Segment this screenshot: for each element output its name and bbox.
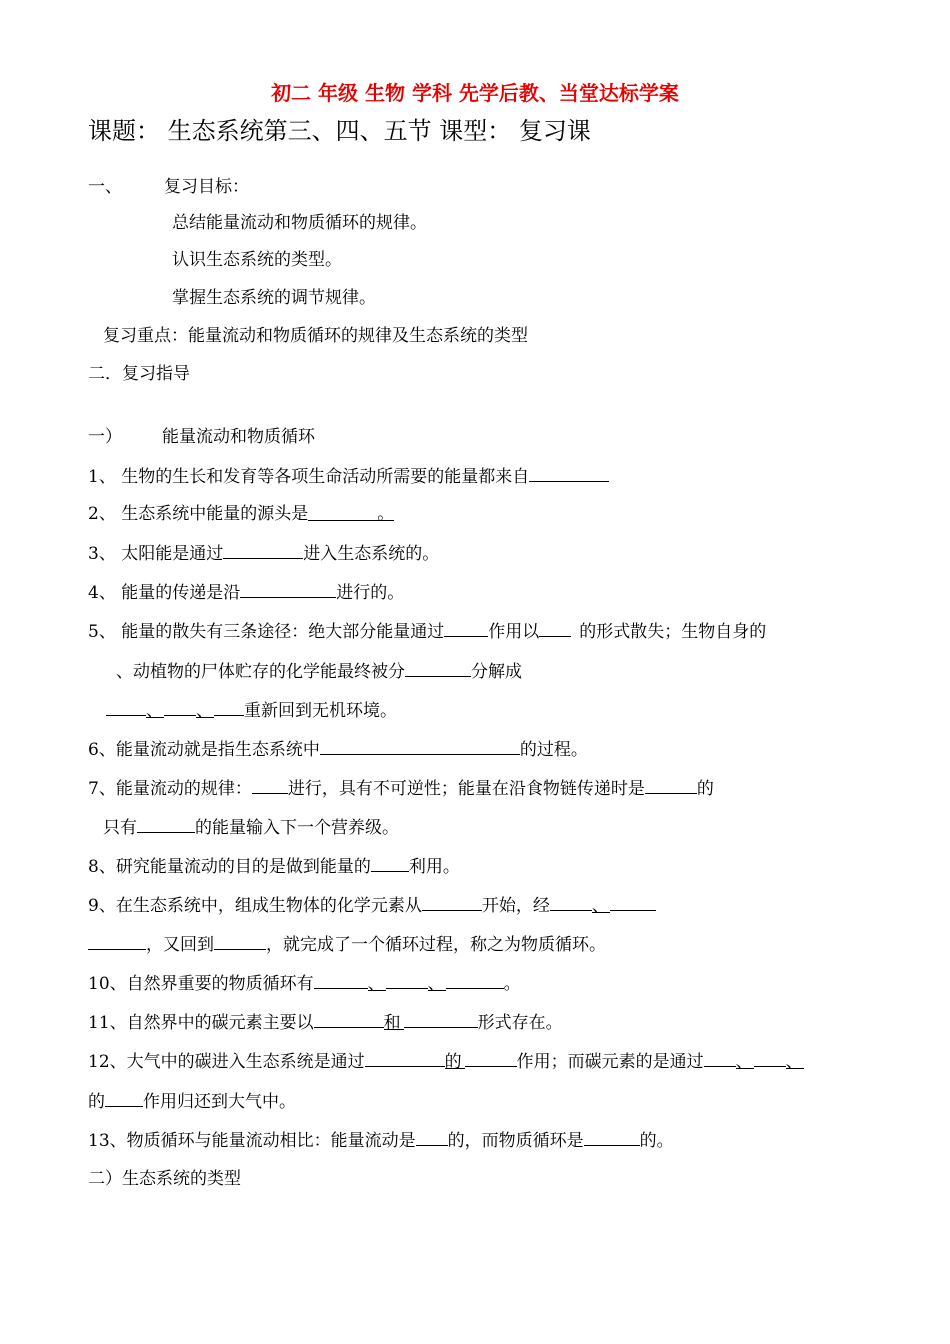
blank[interactable] (308, 503, 395, 524)
q6-end: 的过程。 (519, 740, 588, 760)
question-11 (88, 1010, 563, 1034)
blank[interactable] (146, 700, 164, 721)
q12-end: 作用归还到大气中。 (143, 1092, 296, 1112)
q1-text: 1、 生物的生长和发育等各项生命活动所需要的能量都来自 (88, 467, 530, 487)
blank[interactable] (320, 737, 520, 755)
blank[interactable] (137, 815, 195, 833)
q6-text: 6、能量流动就是指生态系统中 (88, 740, 320, 760)
blank[interactable] (223, 541, 303, 559)
blank[interactable] (785, 1051, 804, 1072)
blank[interactable] (416, 1128, 448, 1146)
q12-mid2: 作用；而碳元素的是通过 (516, 1052, 704, 1072)
separator: 、 (367, 974, 385, 994)
blank[interactable] (371, 854, 409, 872)
goal-3: 掌握生态系统的调节规律。 (172, 288, 376, 308)
blank[interactable] (584, 1128, 640, 1146)
q5-mid3: 分解成 (471, 662, 522, 682)
blank[interactable] (550, 893, 592, 911)
question-2 (88, 503, 394, 525)
part2-title: 二）生态系统的类型 (88, 1169, 241, 1189)
q11-mid: 和 (383, 1013, 401, 1033)
separator: 、 (735, 1052, 753, 1072)
q13-end: 的。 (639, 1131, 674, 1151)
question-7-cont (103, 815, 399, 839)
question-6 (88, 737, 588, 761)
question-7 (88, 776, 714, 800)
blank[interactable] (214, 932, 266, 950)
blank[interactable] (444, 619, 488, 637)
q8-text: 8、研究能量流动的目的是做到能量的 (88, 857, 371, 877)
blank[interactable] (314, 971, 368, 989)
q10-end: 。 (503, 974, 521, 994)
part1-num: 一） (88, 427, 122, 447)
separator: 、 (146, 701, 163, 721)
q13-mid: 的，而物质循环是 (447, 1131, 584, 1151)
question-10 (88, 971, 521, 995)
blank[interactable] (105, 1089, 143, 1107)
blank[interactable] (314, 1010, 384, 1028)
blank[interactable] (196, 700, 214, 721)
part1-heading (88, 426, 315, 448)
blank[interactable] (383, 1012, 404, 1033)
q5-mid2: 的形式散失；生物自身的 (579, 622, 767, 642)
blank[interactable] (386, 971, 428, 989)
q12-mid: 的 (444, 1052, 462, 1072)
section1-num: 一、 (88, 177, 122, 197)
separator: 、 (591, 896, 609, 916)
question-12 (88, 1049, 804, 1073)
question-9-cont (88, 932, 606, 956)
blank[interactable] (365, 1049, 445, 1067)
q2-end: 。 (377, 504, 395, 524)
q7-mid2: 的 (696, 779, 714, 799)
blank[interactable] (252, 776, 288, 794)
blank[interactable] (444, 1051, 465, 1072)
blank[interactable] (465, 1049, 517, 1067)
header-title: 初二 年级 生物 学科 先学后教、当堂达标学案 (271, 81, 679, 105)
subject-line: 课题： 生态系统第三、四、五节 课型： 复习课 (88, 117, 591, 145)
section1-heading (88, 176, 249, 198)
question-8 (88, 854, 460, 878)
blank[interactable] (367, 973, 386, 994)
question-9 (88, 893, 656, 917)
blank[interactable] (404, 1010, 478, 1028)
q9-text: 9、在生态系统中，组成生物体的化学元素从 (88, 896, 422, 916)
question-5-cont2 (106, 698, 397, 722)
blank[interactable] (610, 893, 656, 911)
blank[interactable] (735, 1051, 754, 1072)
q12-text2: 的 (88, 1092, 105, 1112)
q11-end: 形式存在。 (477, 1013, 563, 1033)
separator: 、 (785, 1052, 803, 1072)
q2-text: 2、 生态系统中能量的源头是 (88, 504, 309, 524)
section1-label: 复习目标： (164, 177, 249, 197)
blank[interactable] (422, 893, 482, 911)
q5-text2: 、动植物的尸体贮存的化学能最终被分 (116, 662, 405, 682)
question-5-cont (116, 659, 522, 683)
q5-mid: 作用以 (488, 622, 540, 642)
blank[interactable] (704, 1049, 736, 1067)
q4-text: 4、 能量的传递是沿 (88, 583, 241, 603)
q7-mid: 进行，具有不可逆性；能量在沿食物链传递时是 (287, 779, 645, 799)
blank[interactable] (240, 580, 336, 598)
question-1 (88, 464, 609, 488)
q10-text: 10、自然界重要的物质循环有 (88, 974, 314, 994)
part1-label: 能量流动和物质循环 (162, 427, 315, 447)
blank[interactable] (106, 698, 146, 716)
question-3 (88, 541, 439, 565)
q11-text: 11、自然界中的碳元素主要以 (88, 1013, 314, 1033)
q3-text: 3、 太阳能是通过 (88, 544, 224, 564)
section2-title: 二．复习指导 (88, 364, 190, 384)
q13-text: 13、物质循环与能量流动相比：能量流动是 (88, 1131, 416, 1151)
q9-mid2: ，又回到 (146, 935, 214, 955)
q3-end: 进入生态系统的。 (303, 544, 440, 564)
q9-mid: 开始，经 (481, 896, 550, 916)
blank[interactable] (164, 698, 196, 716)
separator: 、 (196, 701, 213, 721)
separator: 、 (427, 974, 445, 994)
blank[interactable] (529, 464, 609, 482)
question-4 (88, 580, 404, 604)
q8-end: 利用。 (408, 857, 460, 877)
blank[interactable] (427, 973, 446, 994)
blank[interactable] (539, 619, 571, 637)
key-points: 复习重点：能量流动和物质循环的规律及生态系统的类型 (103, 326, 528, 346)
blank[interactable] (591, 895, 610, 916)
question-12-cont (88, 1089, 296, 1113)
blank[interactable] (754, 1049, 786, 1067)
blank[interactable] (405, 659, 471, 677)
blank[interactable] (88, 932, 146, 950)
q12-text: 12、大气中的碳进入生态系统是通过 (88, 1052, 365, 1072)
q5-text: 5、 能量的散失有三条途径：绝大部分能量通过 (88, 622, 445, 642)
q7-text: 7、能量流动的规律： (88, 779, 252, 799)
blank[interactable] (214, 698, 244, 716)
q5-end: 重新回到无机环境。 (244, 701, 397, 721)
q7-end: 的能量输入下一个营养级。 (195, 818, 399, 838)
goal-1: 总结能量流动和物质循环的规律。 (172, 213, 427, 233)
question-13 (88, 1128, 674, 1152)
blank[interactable] (446, 971, 504, 989)
q9-end: ，就完成了一个循环过程，称之为物质循环。 (266, 935, 606, 955)
q7-text2: 只有 (103, 818, 137, 838)
goal-2: 认识生态系统的类型。 (172, 250, 342, 270)
q4-end: 进行的。 (336, 583, 405, 603)
blank[interactable] (645, 776, 697, 794)
question-5 (88, 619, 766, 643)
